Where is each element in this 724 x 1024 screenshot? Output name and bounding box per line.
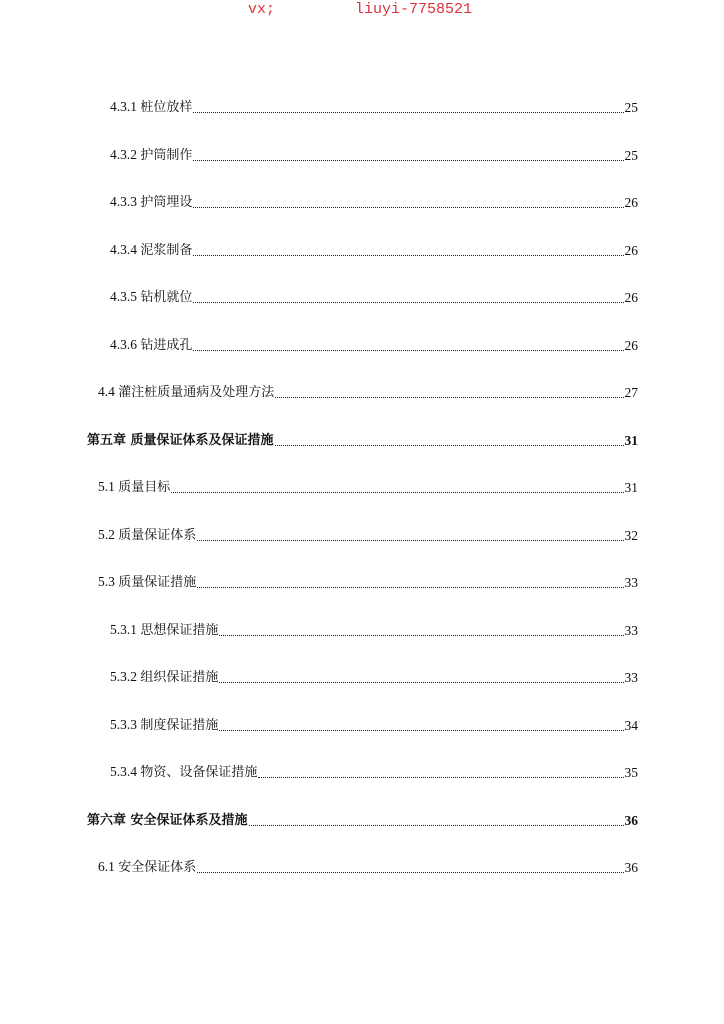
- dot-leader: [193, 302, 623, 303]
- toc-entry-number: 4.3.4: [110, 241, 137, 257]
- toc-entry-number: 4.3.3: [110, 194, 137, 209]
- dot-leader: [197, 587, 623, 588]
- watermark: [0, 0, 724, 22]
- toc-entry-title: [110, 714, 218, 737]
- toc-entry[interactable]: [110, 762, 638, 784]
- toc-entry-label: 护筒埋设: [140, 195, 193, 210]
- dot-leader: [258, 777, 623, 778]
- toc-entry-label: 质量保证措施: [118, 575, 197, 590]
- toc-entry-label: 钻机就位: [140, 290, 193, 305]
- toc-page-number: 27: [624, 385, 638, 400]
- toc-entry-label: 桩位放样: [140, 100, 193, 115]
- toc-entry-title: [98, 476, 170, 499]
- toc-entry-label: 安全保证体系: [118, 860, 197, 875]
- toc-entry-title: [110, 239, 192, 262]
- watermark-right-text: liuyi-7758521: [355, 1, 473, 18]
- dot-leader: [193, 207, 623, 208]
- toc-page-number: 25: [624, 100, 638, 115]
- dot-leader: [219, 730, 623, 731]
- toc-page-number: 33: [624, 670, 638, 685]
- dot-leader: [275, 445, 624, 446]
- toc-entry-title: [98, 571, 196, 594]
- toc-entry-number: 5.3.4: [110, 764, 137, 779]
- toc-entry-title: [110, 619, 218, 642]
- toc-page-number: 36: [624, 860, 638, 875]
- toc-entry-title: [110, 334, 192, 357]
- watermark-left-text: vx;: [248, 1, 276, 18]
- toc-page-number: 33: [624, 575, 638, 590]
- toc-entry-label: 第六章 安全保证体系及措施: [87, 812, 248, 828]
- toc-entry-number: 5.1: [98, 479, 115, 494]
- toc-entry[interactable]: [110, 335, 638, 357]
- dot-leader: [193, 112, 623, 113]
- toc-entry-title: [110, 666, 218, 689]
- dot-leader: [219, 682, 623, 683]
- toc-entry-label: 质量目标: [118, 480, 171, 495]
- toc-page-number: 35: [624, 765, 638, 780]
- toc-entry-number: 4.3.5: [110, 289, 137, 304]
- toc-entry[interactable]: [110, 287, 638, 309]
- toc-entry-number: 5.2: [98, 526, 115, 542]
- toc-entry-number: 5.3.1: [110, 621, 137, 637]
- toc-entry[interactable]: [110, 240, 638, 262]
- toc-entry-number: 6.1: [98, 859, 115, 874]
- toc-entry[interactable]: [98, 477, 638, 499]
- toc-page-number: 26: [624, 290, 638, 305]
- toc-page-number: 31: [624, 480, 638, 495]
- toc-entry[interactable]: [110, 192, 638, 214]
- toc-page-number: 31: [624, 432, 638, 448]
- toc-entry-title: [87, 429, 274, 452]
- toc-entry-number: 4.3.1: [110, 99, 137, 114]
- toc-entry-title: [98, 381, 274, 404]
- toc-entry-title: [110, 144, 192, 167]
- toc-chapter-entry[interactable]: [87, 810, 638, 832]
- toc-entry-number: 5.3.2: [110, 669, 137, 684]
- toc-entry[interactable]: [110, 620, 638, 642]
- toc-entry-number: 4.3.2: [110, 146, 137, 162]
- dot-leader: [219, 635, 623, 636]
- toc-page-number: 26: [624, 195, 638, 210]
- toc-entry-number: 5.3.3: [110, 716, 137, 732]
- toc-entry[interactable]: [98, 572, 638, 594]
- dot-leader: [193, 255, 623, 256]
- dot-leader: [197, 540, 623, 541]
- toc-entry[interactable]: [98, 525, 638, 547]
- toc-page-number: 26: [624, 242, 638, 258]
- toc-entry[interactable]: [110, 667, 638, 689]
- toc-entry-title: [98, 856, 196, 879]
- toc-entry-title: [110, 96, 192, 119]
- toc-entry[interactable]: [98, 857, 638, 879]
- dot-leader: [171, 492, 623, 493]
- toc-page-number: 36: [624, 812, 638, 828]
- toc-entry-label: 第五章 质量保证体系及保证措施: [87, 432, 274, 448]
- toc-entry[interactable]: [110, 145, 638, 167]
- dot-leader: [197, 872, 623, 873]
- dot-leader: [275, 397, 623, 398]
- toc-entry-label: 灌注桩质量通病及处理方法: [118, 385, 275, 400]
- toc-entry-number: 4.4: [98, 384, 115, 399]
- toc-entry-label: 思想保证措施: [140, 622, 219, 638]
- toc-page-number: 34: [624, 717, 638, 733]
- toc-entry-label: 组织保证措施: [140, 670, 219, 685]
- dot-leader: [193, 350, 623, 351]
- toc-page-number: 25: [624, 147, 638, 163]
- toc-entry-title: [110, 286, 192, 309]
- toc-page-number: 26: [624, 337, 638, 353]
- toc-entry-label: 护筒制作: [140, 147, 193, 163]
- dot-leader: [193, 160, 623, 161]
- toc-entry[interactable]: [110, 715, 638, 737]
- toc-entry-label: 泥浆制备: [140, 242, 193, 258]
- toc-page-number: 32: [624, 527, 638, 543]
- toc-entry-number: 4.3.6: [110, 336, 137, 352]
- toc-page-number: 33: [624, 622, 638, 638]
- toc-entry-title: [87, 809, 248, 832]
- toc-entry-label: 制度保证措施: [140, 717, 219, 733]
- toc-entry-label: 钻进成孔: [140, 337, 193, 353]
- toc-entry-label: 质量保证体系: [118, 527, 197, 543]
- toc-entry-title: [110, 761, 257, 784]
- toc-entry-label: 物资、设备保证措施: [140, 765, 258, 780]
- toc-entry[interactable]: [110, 97, 638, 119]
- toc-entry[interactable]: [98, 382, 638, 404]
- toc-chapter-entry[interactable]: [87, 430, 638, 452]
- dot-leader: [249, 825, 624, 826]
- toc-entry-title: [110, 191, 192, 214]
- toc-entry-title: [98, 524, 196, 547]
- toc-entry-number: 5.3: [98, 574, 115, 589]
